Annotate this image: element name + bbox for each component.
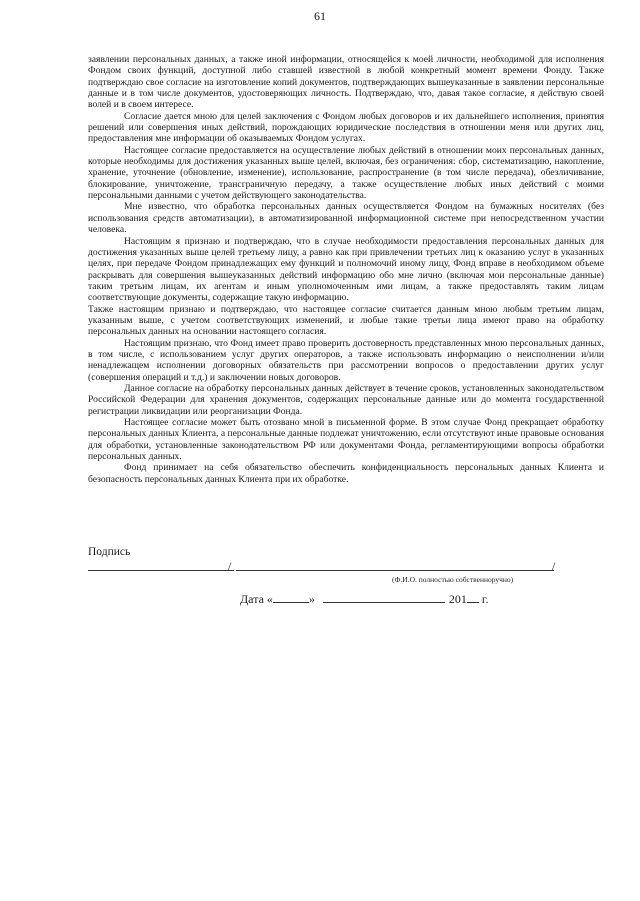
paragraph: Настоящее согласие предоставляется на осуществление любых действий в отношении моих персональных данных, которые необходимы для достижения указанных выше целей, включая, без ограничения: сбор, систематизацию, накопление, хранение, уточнение (обновление, изменение), использование, распространение (в том числе передача), обезличивание, блокирование, уничтожение, трансграничную передачу, а также осуществление любых иных действий с моими персональными данными с учетом действующего законодательства. — [88, 144, 604, 202]
signature-separator: / — [228, 559, 232, 573]
date-year-prefix: 201 — [448, 592, 467, 606]
date-label: Дата « — [240, 592, 273, 606]
date-row — [240, 591, 489, 607]
date-quote-close: » — [308, 592, 315, 606]
paragraph: Данное согласие на обработку персональных данных действует в течение сроков, установленных законодательством Российской Федерации для хранения документов, содержащих персональные данные или до момента государственной регистрации ликвидации или реорганизации Фонда. — [88, 382, 604, 417]
paragraph: заявлении персональных данных, а также иной информации, относящейся к моей личности, необходимой для исполнения Фондом своих функций, доступной либо ставшей известной в любой конкретный момент времени Фонду. Также подтверждаю свое согласие на изготовление копий документов, подтверждающих вышеуказанные в заявлении персональные данные и в том числе документов, удостоверяющих личность. Подтверждаю, что, давая такое согласие, я действую своей волей и в своем интересе. — [88, 54, 604, 111]
date-year-suffix: г. — [481, 592, 489, 606]
paragraph: Настоящее согласие может быть отозвано мной в письменной форме. В этом случае Фонд прекращает обработку персональных данных Клиента, а персональные данные подлежат уничтожению, если отсутствуют иные правовые основания для обработки, установленные законодательством РФ или документами Фонда, регламентирующими вопросы обработки персональных данных. — [88, 417, 604, 463]
signature-line[interactable] — [88, 570, 234, 571]
paragraph: Согласие дается мною для целей заключения с Фондом любых договоров и их дальнейшего исполнения, принятия решений или совершения иных действий, порождающих юридические последствия в отношении меня или других лиц, предоставления мне информации об оказываемых Фондом услугах. — [88, 110, 604, 145]
paragraph: Фонд принимает на себя обязательство обеспечить конфиденциальность персональных данных Клиента и безопасность персональных данных Клиента при их обработке. — [88, 462, 604, 485]
consent-body-text — [88, 54, 604, 485]
full-name-caption: (Ф.И.О. полностью собственноручно) — [392, 575, 514, 584]
page-number: 61 — [314, 9, 326, 23]
paragraph: Настоящим я признаю и подтверждаю, что в случае необходимости предоставления персональных данных для достижения указанных выше целей третьему лицу, а равно как при привлечении третьих лиц к оказанию услуг в указанных целях, при передаче Фондом принадлежащих ему функций и полномочий иному лицу, Фонд вправе в необходимом объеме раскрывать для совершения вышеуказанных действий информацию обо мне лично (включая мои персональные данные) таким третьим лицам, их агентам и иным уполномоченным ими лицам, а также предоставлять таким лицам соответствующие документы, содержащие такую информацию. — [88, 235, 604, 304]
paragraph: Также настоящим признаю и подтверждаю, что настоящее согласие считается данным мною любым третьим лицам, указанным выше, с учетом соответствующих изменений, и любые такие третьи лица имеют право на обработку персональных данных на основании настоящего согласия. — [88, 303, 604, 338]
paragraph: Мне известно, что обработка персональных данных осуществляется Фондом на бумажных носителях (без использования средств автоматизации), в автоматизированной информационной системе при непосредственном участии человека. — [88, 201, 604, 236]
signature-separator: / — [552, 559, 556, 573]
signature-label: Подпись — [88, 546, 131, 558]
paragraph: Настоящим признаю, что Фонд имеет право проверить достоверность представленных мною персональных данных, в том числе, с использованием услуг других операторов, а также использовать информацию о неисполнении и/или ненадлежащем исполнении договорных обязательств при рассмотрении вопросов о предоставлении других услуг (совершения операций и т.д.) и заключении новых договоров. — [88, 337, 604, 383]
date-month-field[interactable] — [323, 591, 445, 603]
full-name-line[interactable] — [236, 570, 554, 571]
date-year-field[interactable] — [467, 591, 479, 603]
date-day-field[interactable] — [273, 591, 309, 603]
